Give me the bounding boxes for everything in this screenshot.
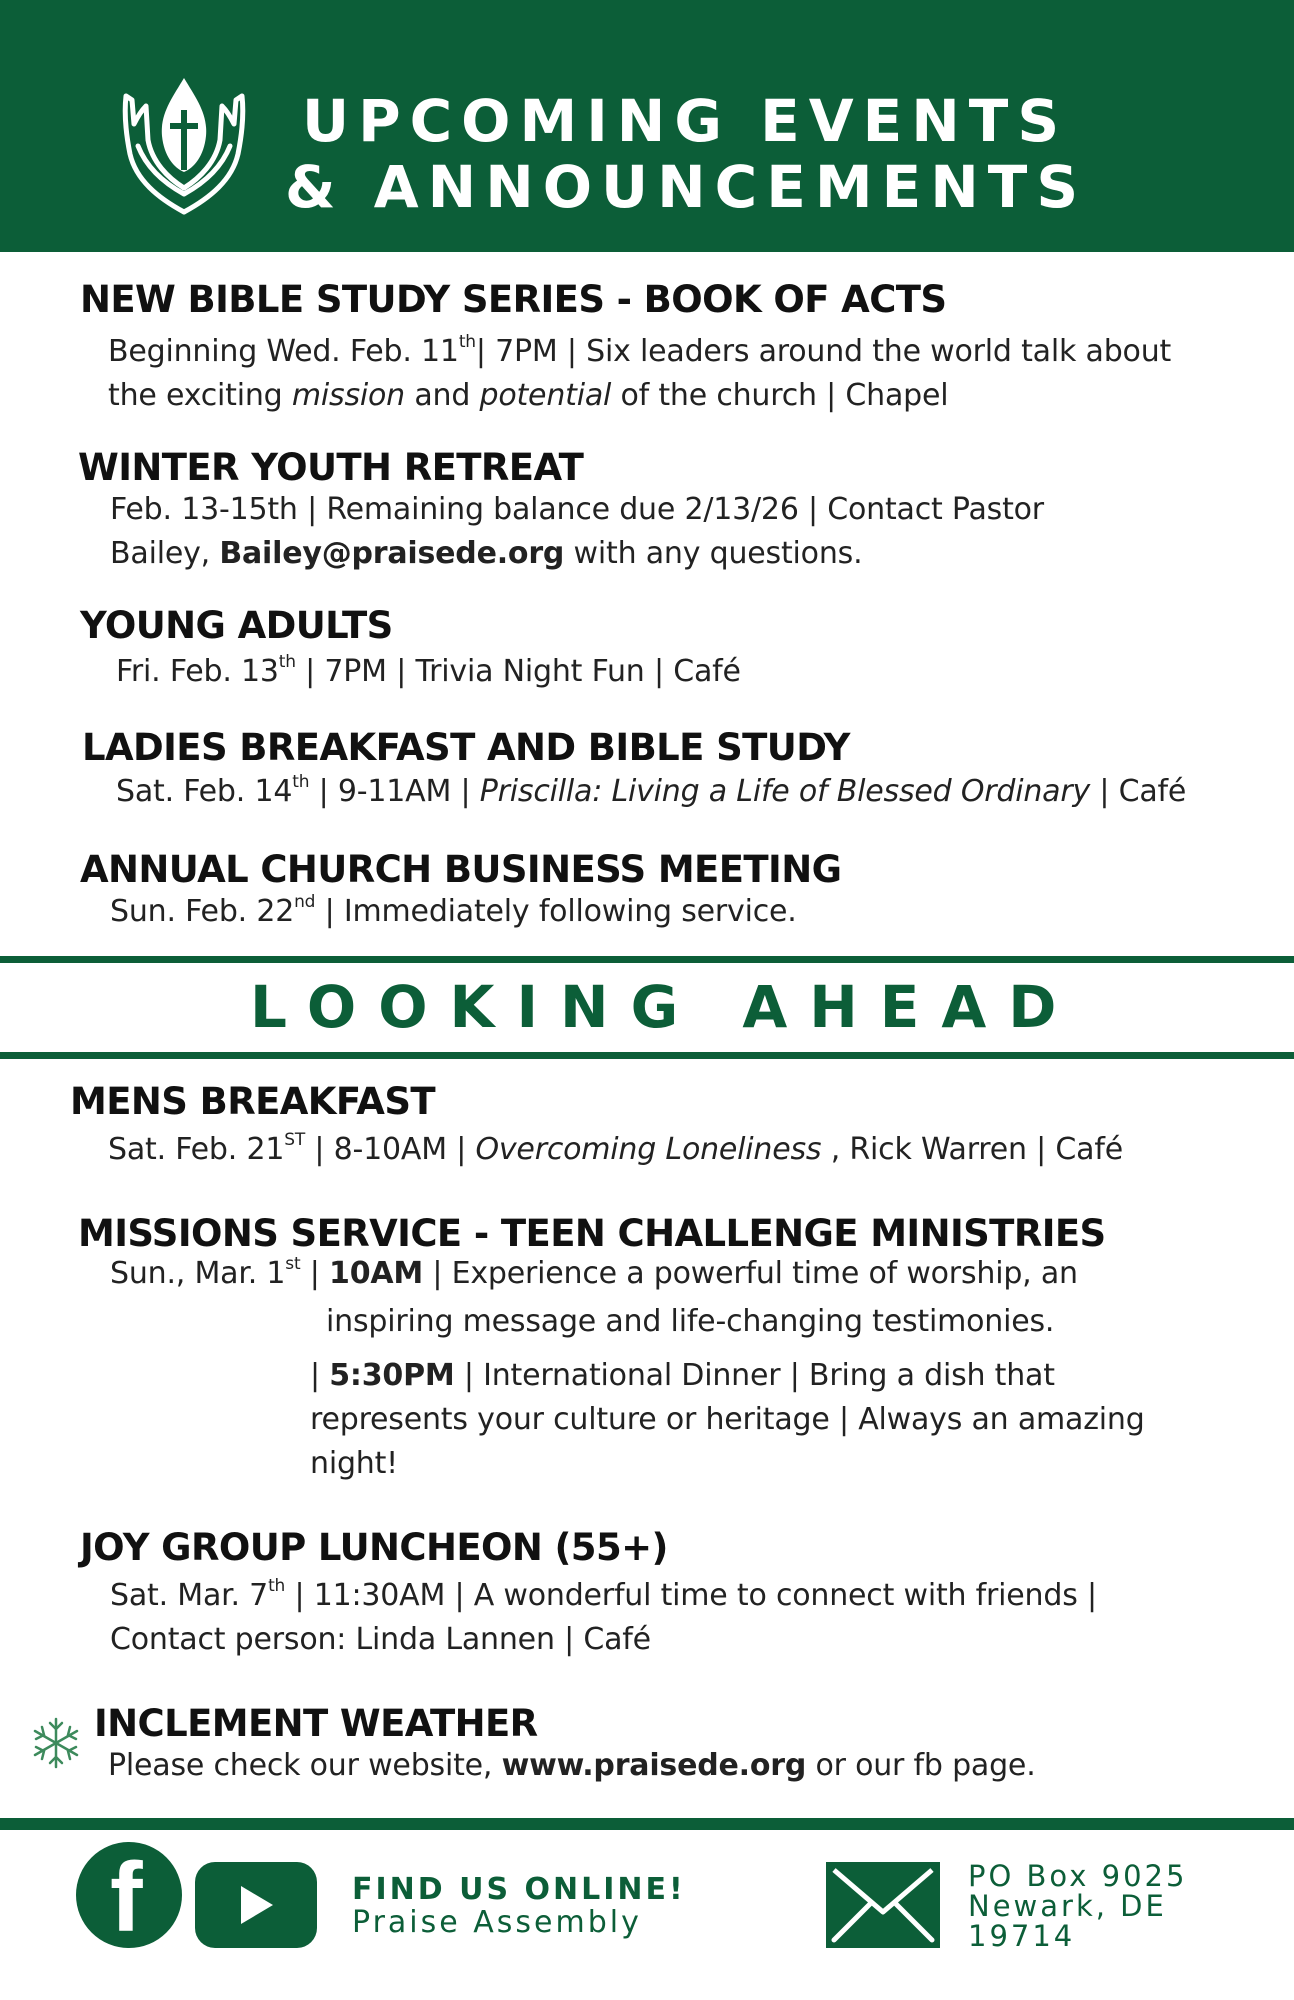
header-title-line1: UPCOMING EVENTS: [302, 87, 1069, 155]
section-divider-bottom: [0, 1052, 1294, 1059]
event-detail: Please check our website, www.praisede.org or our fb page.: [108, 1748, 1036, 1783]
event-title: LADIES BREAKFAST AND BIBLE STUDY: [82, 726, 850, 769]
event-detail: Sat. Feb. 21ST | 8-10AM | Overcoming Loneliness , Rick Warren | Café: [108, 1130, 1123, 1167]
youtube-icon[interactable]: [195, 1862, 317, 1948]
event-detail: Sun., Mar. 1st | 10AM | Experience a powerful time of worship, an: [110, 1254, 1078, 1291]
event-detail: the exciting mission and potential of the church | Chapel: [108, 378, 949, 413]
address-line: Newark, DE: [968, 1889, 1167, 1923]
address-line: 19714: [968, 1919, 1076, 1953]
envelope-icon: [826, 1862, 940, 1948]
header-title-line2: & ANNOUNCEMENTS: [285, 153, 1088, 221]
event-detail: Contact person: Linda Lannen | Café: [110, 1622, 651, 1657]
facebook-icon[interactable]: f: [76, 1842, 182, 1948]
event-title: NEW BIBLE STUDY SERIES - BOOK OF ACTS: [80, 278, 947, 321]
event-title: ANNUAL CHURCH BUSINESS MEETING: [80, 848, 842, 891]
event-title: YOUNG ADULTS: [80, 604, 393, 647]
event-title: WINTER YOUTH RETREAT: [78, 446, 584, 489]
event-detail: Sun. Feb. 22nd | Immediately following service.: [110, 892, 797, 929]
church-name: Praise Assembly: [352, 1905, 642, 1940]
event-title: INCLEMENT WEATHER: [94, 1702, 538, 1745]
event-detail: Beginning Wed. Feb. 11th| 7PM | Six leaders around the world talk about: [108, 332, 1172, 369]
event-detail: | 5:30PM | International Dinner | Bring a dish that: [310, 1358, 1055, 1393]
event-title: MENS BREAKFAST: [70, 1080, 436, 1123]
address-line: PO Box 9025: [968, 1859, 1188, 1893]
email-link[interactable]: Bailey@praisede.org: [219, 536, 565, 571]
snowflake-icon: [28, 1715, 84, 1771]
event-detail: inspiring message and life-changing testimonies.: [326, 1304, 1055, 1339]
event-title: MISSIONS SERVICE - TEEN CHALLENGE MINISTRIES: [78, 1212, 1106, 1255]
event-detail: Feb. 13-15th | Remaining balance due 2/13/26 | Contact Pastor: [110, 492, 1044, 527]
event-detail: Sat. Feb. 14th | 9-11AM | Priscilla: Living a Life of Blessed Ordinary | Café: [116, 772, 1187, 809]
event-detail: Bailey, Bailey@praisede.org with any questions.: [110, 536, 863, 571]
header-banner: [0, 0, 1294, 252]
footer-divider: [0, 1818, 1294, 1830]
event-detail: Fri. Feb. 13th | 7PM | Trivia Night Fun | Café: [116, 652, 741, 689]
looking-ahead-heading: LOOKING AHEAD: [250, 973, 1079, 1041]
event-detail: night!: [310, 1446, 398, 1481]
event-detail: represents your culture or heritage | Always an amazing: [310, 1402, 1145, 1437]
website-link[interactable]: www.praisede.org: [501, 1748, 807, 1783]
section-divider-top: [0, 956, 1294, 963]
find-us-online: FIND US ONLINE!: [352, 1872, 686, 1907]
praying-hands-cross-flame-icon: [118, 70, 250, 218]
event-detail: Sat. Mar. 7th | 11:30AM | A wonderful time to connect with friends |: [110, 1576, 1097, 1613]
event-title: JOY GROUP LUNCHEON (55+): [80, 1526, 668, 1569]
